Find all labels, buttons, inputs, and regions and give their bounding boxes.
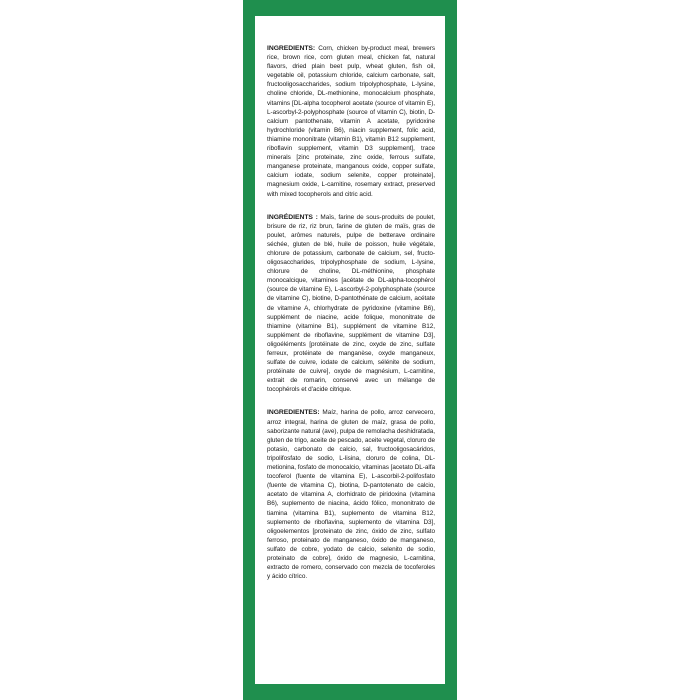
ingredients-heading-french: INGRÉDIENTS : [267, 213, 318, 221]
ingredients-french [267, 213, 435, 395]
ingredients-text-english: Corn, chicken by-product meal, brewers rice, brown rice, corn gluten meal, chicken fat, natural flavors, dried plain beet pulp, wheat gluten, fish oil, vegetable oil, potassium chloride, calcium carbonate, salt, fructooligosaccharides, sodium tripolyphosphate, L-lysine, choline chloride, DL-methionine, monocalcium phosphate, vitamins [DL-alpha tocopherol acetate (source of vitamin E), L-ascorbyl-2-polyphosphate (source of vitamin C), biotin, D-calcium pantothenate, vitamin A acetate, pyridoxine hydrochloride (vitamin B6), niacin supplement, folic acid, thiamine mononitrate (vitamin B1), vitamin B12 supplement, riboflavin supplement, vitamin D3 supplement], trace minerals [zinc proteinate, zinc oxide, ferrous sulfate, manganese proteinate, manganous oxide, copper sulfate, calcium iodate, sodium selenite, copper proteinate], magnesium oxide, L-carnitine, rosemary extract, preserved with mixed tocopherols and citric acid. [267, 45, 435, 198]
ingredients-spanish [267, 408, 435, 581]
label-green-border [243, 0, 457, 700]
ingredients-label [255, 16, 445, 684]
ingredients-english [267, 44, 435, 199]
ingredients-text-french: Maïs, farine de sous-produits de poulet, brisure de riz, riz brun, farine de gluten de maïs, gras de poulet, arômes naturels, pulpe de betterave ordinaire séchée, gluten de blé, huile de poisson, huile végétale, chlorure de potassium, carbonate de calcium, sel, fructo-oligosaccharides, tripolyphosphate de sodium, L-lysine, chlorure de choline, DL-méthionine, phosphate monocalcique, vitamines [acétate de DL-alpha-tocophérol (source de vitamine E), L-ascorbyl-2-polyphosphate (source de vitamine C), biotine, D-pantothénate de calcium, acétate de vitamine A, chlorhydrate de pyridoxine (vitamine B6), supplément de niacine, acide folique, mononitrate de thiamine (vitamine B1), supplément de vitamine B12, supplément de riboflavine, supplément de vitamine D3], oligoéléments [protéinate de zinc, oxyde de zinc, sulfate ferreux, protéinate de manganèse, oxyde manganeux, sulfate de cuivre, iodate de calcium, sélénite de sodium, protéinate de cuivre], oxyde de magnésium, L-carnitine, extrait de romarin, conservé avec un mélange de tocophérols et d'acide citrique. [267, 213, 436, 394]
ingredients-heading-spanish: INGREDIENTES: [267, 409, 320, 417]
ingredients-text-spanish: Maíz, harina de pollo, arroz cervecero, arroz integral, harina de gluten de maíz, grasa de pollo, saborizante natural (ave), pulpa de remolacha deshidratada, gluten de trigo, aceite de pescado, aceite vegetal, cloruro de potasio, carbonato de calcio, sal, fructooligosacáridos, tripolifosfato de sodio, L-lisina, cloruro de colina, DL-metionina, fosfato de monocalcio, vitaminas [acetato DL-alfa tocoferol (fuente de vitamina E), L-ascorbil-2-polifosfato (fuente de vitamina C), biotina, D-pantotenato de calcio, acetato de vitamina A, clorhidrato de piridoxina (vitamina B6), suplemento de niacina, ácido fólico, mononitrato de tiamina (vitamina B1), suplemento de vitamina B12, suplemento de riboflavina, suplemento de vitamina D3], oligoelementos [proteinato de zinc, óxido de zinc, sulfato ferroso, proteinato de manganeso, óxido de manganeso, sulfato de cobre, yodato de calcio, selenito de sodio, proteinato de cobre], óxido de magnesio, L-carnitina, extracto de romero, conservado con mezcla de tocoferoles y ácido cítrico. [267, 409, 435, 581]
ingredients-heading-english: INGREDIENTS: [267, 45, 316, 52]
